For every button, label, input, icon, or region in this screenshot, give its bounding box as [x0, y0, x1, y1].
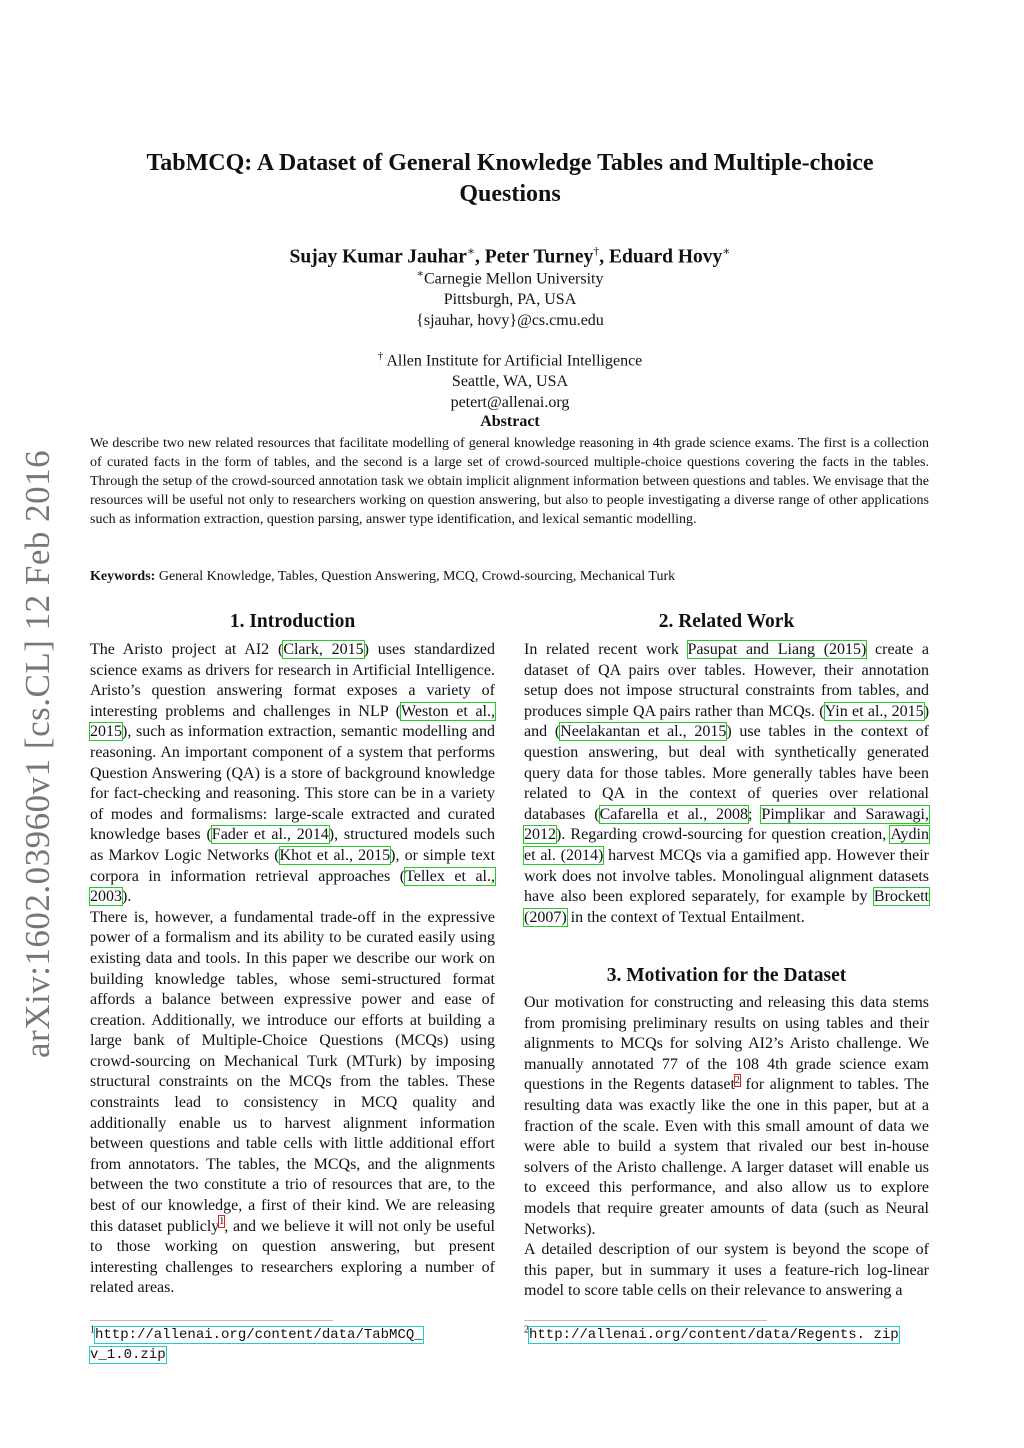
paragraph	[524, 640, 929, 928]
citation-link[interactable]: Tellex et al., 2003	[90, 867, 495, 906]
paragraph: A detailed description of our system is beyond the scope of this paper, but in summary it uses a feature-rich log-linear model to score table cells on their relevance to answering a	[524, 1241, 929, 1300]
paragraph	[90, 908, 495, 1299]
footnote-url-link[interactable]: http://allenai.org/content/data/Regents. zip	[529, 1327, 899, 1343]
affiliation-mark: †	[593, 244, 600, 258]
affiliation-city: Seattle, WA, USA	[451, 373, 569, 391]
citation-link[interactable]: Weston et al., 2015	[90, 702, 495, 741]
related-work-body	[524, 640, 929, 928]
text-run: ), structured models such as Markov Logic Networks (	[90, 826, 495, 864]
text-run: , and we believe it will not only be useful to those working on question answering, but present interesting challenges to researchers exploring a number of related areas.	[90, 1217, 496, 1297]
footnote-url-link[interactable]: http://allenai.org/content/data/TabMCQ_ v_1.0.zip	[90, 1327, 423, 1363]
text-run: in the context of Textual Entailment.	[566, 908, 805, 926]
footnote-number: 1	[90, 1324, 95, 1336]
citation-link[interactable]: Pasupat and Liang (2015)	[687, 641, 867, 658]
text-run: harvest MCQs via a gamified app. However their work does not involve tables. Monolingual alignment datasets have also been explored separately, for example by	[524, 846, 929, 906]
footnote-rule	[524, 1320, 767, 1321]
citation-link[interactable]: Pimplikar and Sarawagi, 2012	[524, 805, 930, 844]
section-heading-related-work: 2. Related Work	[658, 611, 795, 632]
section-heading-motivation: 3. Motivation for the Dataset	[606, 965, 847, 986]
arxiv-side-label: arXiv:1602.03960v1 [cs.CL] 12 Feb 2016	[18, 449, 57, 1058]
footnote-2	[524, 1325, 929, 1345]
citation-link[interactable]: Cafarella et al., 2008	[599, 805, 749, 823]
footnote-rule	[90, 1320, 333, 1321]
text-run: Our motivation for constructing and releasing this data stems from promising preliminary results on using tables and their alignments to MCQs for solving AI2’s Aristo challenge. We manually annotated 77 of the 108 4th grade science exam questions in the Regents dataset	[524, 994, 929, 1094]
citation-link[interactable]: Neelakantan et al., 2015	[560, 723, 727, 741]
footnote-1	[90, 1325, 495, 1365]
affiliation-name: Allen Institute for Artificial Intelligence	[383, 352, 643, 370]
citation-link[interactable]: Yin et al., 2015	[824, 702, 924, 720]
citation-link[interactable]: Fader et al., 2014	[211, 826, 329, 844]
keywords-line	[90, 567, 929, 586]
affiliation-mark: ∗	[466, 244, 476, 258]
affiliation-email: {sjauhar, hovy}@cs.cmu.edu	[416, 312, 604, 330]
footnote-number: 2	[524, 1324, 529, 1336]
text-run: ) uses standardized science exams as drivers for research in Artificial Intelligence. Aristo’s question answering format exposes a variety of interesting problems and challenges in NLP (	[90, 641, 496, 720]
footnote-link[interactable]: 1	[219, 1216, 225, 1228]
abstract-heading: Abstract	[480, 413, 540, 430]
citation-link[interactable]: Brockett (2007)	[524, 888, 929, 926]
author-name: Sujay Kumar Jauhar	[289, 246, 467, 268]
affiliation-block-ai2	[110, 346, 910, 413]
text-run: ), or simple text corpora in information retrieval approaches (	[90, 846, 496, 885]
text-run: In related recent work	[524, 641, 688, 658]
text-run: ).	[122, 888, 132, 906]
text-run: The Aristo project at AI2 (	[90, 641, 284, 658]
paper-title: TabMCQ: A Dataset of General Knowledge Tables and Multiple-choice Questions	[146, 150, 874, 207]
motivation-body	[524, 993, 929, 1302]
text-run: ) use tables in the context of question answering, but deal with synthetically generated query data for those tables. More generally tables have been related to QA in the context of queries over relational databases (	[524, 723, 930, 823]
paragraph	[524, 993, 929, 1240]
text-run: ) and (	[524, 702, 930, 741]
citation-link[interactable]: Khot et al., 2015	[279, 846, 391, 864]
abstract-text: We describe two new related resources that facilitate modelling of general knowledge reasoning in 4th grade science exams. The first is a collection of curated facts in the form of tables, and the second is a large set of crowd-sourced multiple-choice questions covering the facts in the tables. Through the setup of the crowd-sourced annotation task we obtain implicit alignment information between questions and tables. We envisage that the resources will be useful not only to researchers working on question answering, but also to people investigating a diverse range of other applications such as information extraction, question parsing, answer type identification, and lexical semantic modelling.	[90, 436, 929, 527]
affiliation-email: petert@allenai.org	[450, 394, 570, 412]
paragraph	[90, 640, 495, 908]
citation-link[interactable]: Aydin et al. (2014)	[524, 826, 929, 864]
author-name: , Eduard Hovy	[599, 246, 723, 268]
text-run: for alignment to tables. The resulting data was exactly like the one in this paper, but at a fraction of the scale. Even with this small amount of data we were able to build a system that rivaled our best in-house solvers of the Aristo challenge. A larger dataset will enable us to exceed this performance, and also allow us to explore models that require greater amounts of data (such as Neural Networks).	[524, 1076, 930, 1238]
author-name: , Peter Turney	[475, 246, 594, 268]
affiliation-mark: ∗	[722, 244, 731, 258]
keywords-label: Keywords:	[90, 569, 156, 584]
text-run: ), such as information extraction, semantic modelling and reasoning. An important component of a system that performs Question Answering (QA) is a store of background knowledge for fact-checking and reasoning. This store can be in a variety of modes and formalisms: large-scale extracted and curated knowledge bases (	[90, 723, 495, 844]
text-run: ). Regarding crowd-sourcing for question creation,	[556, 826, 891, 844]
introduction-body	[90, 640, 495, 1299]
section-heading-introduction: 1. Introduction	[229, 611, 356, 632]
citation-link[interactable]: Clark, 2015	[283, 641, 364, 658]
affiliation-mark: †	[377, 350, 384, 362]
keywords-text: General Knowledge, Tables, Question Answering, MCQ, Crowd-sourcing, Mechanical Turk	[155, 569, 676, 584]
text-run: There is, however, a fundamental trade-off in the expressive power of a formalism and its ability to be curated easily using existing data and tools. In this paper we describe our work on building knowledge tables, whose semi-structured format affords a balance between expressive power and ease of creation. Additionally, we introduce our efforts at building a large bank of Multiple-Choice Questions (MCQs) using crowd-sourcing on Mechanical Turk (MTurk) by imposing structural constraints on the MCQs from the tables. These constraints lead to consistency in MCQ quality and additionally enable us to harvest alignment information between questions and table cells with little additional effort from annotators. The tables, the MCQs, and the alignments between the two constitute a trio of resources that are, to the best of our knowledge, a first of their kind. We are releasing this dataset publicly	[90, 908, 495, 1235]
affiliation-mark: ∗	[416, 268, 424, 280]
text-run: ;	[748, 805, 762, 823]
affiliation-name: Carnegie Mellon University	[423, 270, 604, 288]
affiliation-city: Pittsburgh, PA, USA	[443, 291, 577, 309]
affiliation-block-cmu	[110, 264, 910, 331]
footnote-link[interactable]: 2	[734, 1075, 740, 1087]
text-run: create a dataset of QA pairs over tables. However, their annotation setup does not impose structural constraints from tables, and produces simple QA pairs rather than MCQs. (	[524, 641, 929, 720]
